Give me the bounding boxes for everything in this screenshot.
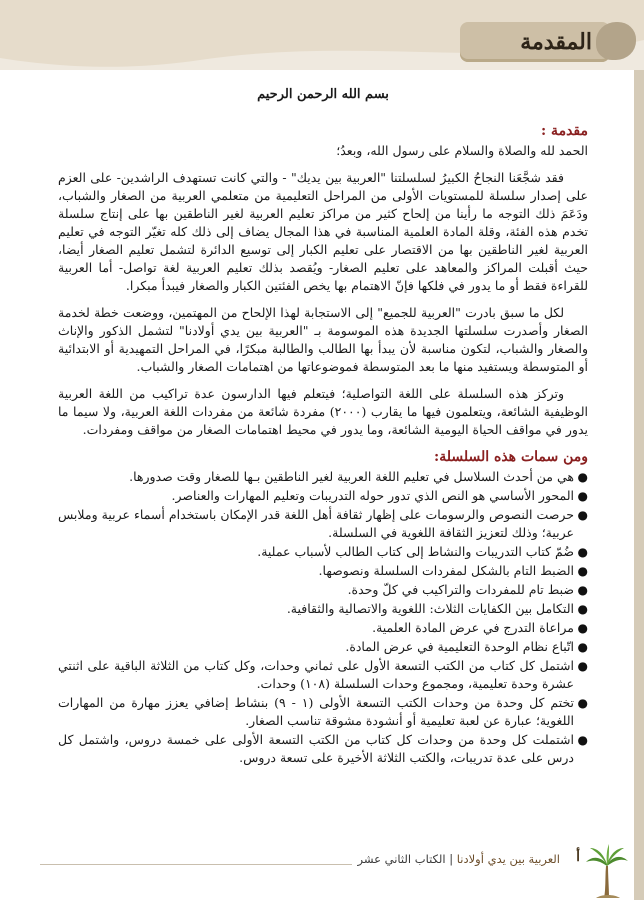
bullet-icon: ● — [577, 621, 588, 635]
footer-series-title: العربية بين يدي أولادنا — [456, 852, 560, 866]
bullet-icon: ● — [577, 470, 588, 484]
feature-text: تختم كل وحدة من وحدات الكتب التسعة الأولى (١ - ٩) بنشاط إضافي يعزز مهارة من المهارات اللغوية؛ عبارة عن لعبة تعليمية أو أنشودة مشوقة تناسب الصغار. — [58, 695, 575, 728]
bullet-icon: ● — [577, 545, 588, 559]
feature-item — [58, 543, 588, 561]
bullet-icon: ● — [577, 602, 588, 616]
feature-item — [58, 581, 588, 599]
bullet-icon: ● — [577, 583, 588, 597]
feature-item — [58, 619, 588, 637]
feature-text: المحور الأساسي هو النص الذي تدور حوله التدريبات وتعليم المهارات والعناصر. — [171, 488, 574, 503]
bullet-icon: ● — [577, 696, 588, 710]
feature-text: هي من أحدث السلاسل في تعليم اللغة العربية لغير الناطقين بـها للصغار وقت صدورها. — [129, 469, 574, 484]
page-title: المقدمة — [520, 29, 592, 55]
bullet-icon: ● — [577, 733, 588, 747]
bullet-icon: ● — [577, 508, 588, 522]
feature-item — [58, 468, 588, 486]
page-number: أ — [576, 849, 580, 865]
intro-heading: مقدمة : — [541, 123, 588, 139]
features-heading: ومن سمات هذه السلسلة: — [434, 449, 588, 465]
feature-item — [58, 487, 588, 505]
intro-paragraph: فقد شجَّعَنا النجاحُ الكبيرُ لسلسلتنا "العربية بين يديك" - والتي كانت تستهدف الراشدين- على العزم على إصدار سلسلة للمستويات الأولى من المراحل التعليمية من متعلمي العربية من الصغار والشباب، ودَعَمَ ذلك التوجه ما رأينا من إلحاح كثير من مراكز تعليم العربية لغير الناطقين بها على إنتاج سلسلة تخدم هذه الفئة، وقلة المادة العلمية المناسبة في هذا المجال يضاف إلى ذلك كله تغيّر التوجه في تعليم العربية لغير الناطقين بها من الاقتصار على تعليم الكبار إلى توسيع الدائرة لتشمل تعليم الصغار أيضا، حيث أقبلت المراكز والمعاهد على تعليم الصغار- ويُقصد بذلك تعليم العربية لغة تواصل- أما العربية للقراءة فقط أو ما يدور في فلكها فإنّ الاهتمام بها يخص الفئتين الكبار والصغار فيبدأ مبكرا. — [58, 170, 588, 293]
feature-text: اشتملت كل وحدة من وحدات كل كتاب من الكتب التسعة الأولى على خمسة دروس، واشتمل كل درس على عدة تدريبات، والكتب الثلاثة الأخيرة على تسعة دروس. — [58, 732, 574, 765]
footer-book-title: الكتاب الثاني عشر — [357, 852, 446, 866]
feature-text: ضُمّ كتاب التدريبات والنشاط إلى كتاب الطالب لأسباب عملية. — [257, 544, 574, 559]
footer-separator: | — [449, 852, 454, 866]
feature-text: حرصت النصوص والرسومات على إظهار ثقافة أهل اللغة قدر الإمكان باستخدام أسماء عربية وملابس عربية؛ وذلك لتعزيز الثقافة اللغوية في السلسلة. — [58, 507, 574, 540]
feature-text: ضبط تام للمفردات والتراكيب في كلّ وحدة. — [347, 582, 574, 597]
intro-greeting: الحمد لله والصلاة والسلام على رسول الله، وبعدُ؛ — [336, 143, 588, 158]
footer-text — [352, 852, 566, 866]
bullet-icon: ● — [577, 564, 588, 578]
feature-text: اشتمل كل كتاب من الكتب التسعة الأول على ثماني وحدات، وكل كتاب من الثلاثة الباقية على اثنتي عشرة وحدة تعليمية، ومجموع وحدات السلسلة (١٠٨) وحدات. — [58, 658, 574, 691]
side-strip — [634, 70, 644, 900]
footer — [0, 844, 644, 900]
basmala: بسم الله الرحمن الرحيم — [257, 87, 389, 102]
palm-tree-icon — [584, 844, 630, 900]
bullet-icon: ● — [577, 489, 588, 503]
bullet-icon: ● — [577, 659, 588, 673]
feature-item — [58, 638, 588, 656]
intro-paragraph: لكل ما سبق بادرت "العربية للجميع" إلى الاستجابة لهذا الإلحاح من المهتمين، ووضعت خطة لخدمة الصغار وأصدرت سلسلتها الجديدة هذه الموسومة بـ "العربية بين يدي أولادنا" لتشمل الذكور والإناث والصغار والشباب، لتكون مناسبة لأن يبدأ بها الطالب والطالبة مبكرًا، في المراحل التمهيدية أو الابتدائية أو المتوسطة ويستفيد منها ما بعد المتوسطة فموضوعاتها من اهتمامات الصغار والشباب. — [58, 305, 588, 374]
feature-item — [58, 694, 588, 730]
feature-item — [58, 506, 588, 542]
bullet-icon: ● — [577, 640, 588, 654]
feature-item — [58, 600, 588, 618]
stone-decoration-icon — [596, 22, 636, 60]
feature-item — [58, 731, 588, 767]
feature-text: اتّباع نظام الوحدة التعليمية في عرض المادة. — [345, 639, 574, 654]
feature-text: مراعاة التدرج في عرض المادة العلمية. — [372, 620, 574, 635]
feature-item — [58, 657, 588, 693]
features-list — [58, 468, 588, 767]
feature-text: الضبط التام بالشكل لمفردات السلسلة ونصوصها. — [318, 563, 574, 578]
feature-item — [58, 562, 588, 580]
page-content — [58, 86, 588, 768]
feature-text: التكامل بين الكفايات الثلاث: اللغوية والاتصالية والثقافية. — [286, 601, 574, 616]
intro-paragraph: وتركز هذه السلسلة على اللغة التواصلية؛ فيتعلم فيها الدارسون عدة تراكيب من اللغة العربية الوظيفية الشائعة، ويتعلمون فيها ما يقارب (٢٠٠٠) مفردة شائعة من مفردات اللغة العربية، ولا سيما ما يدور في مواقف الحياة اليومية الشائعة، وما يدور في محيط اهتمامات الصغار من مواقف ومفردات. — [58, 386, 588, 437]
